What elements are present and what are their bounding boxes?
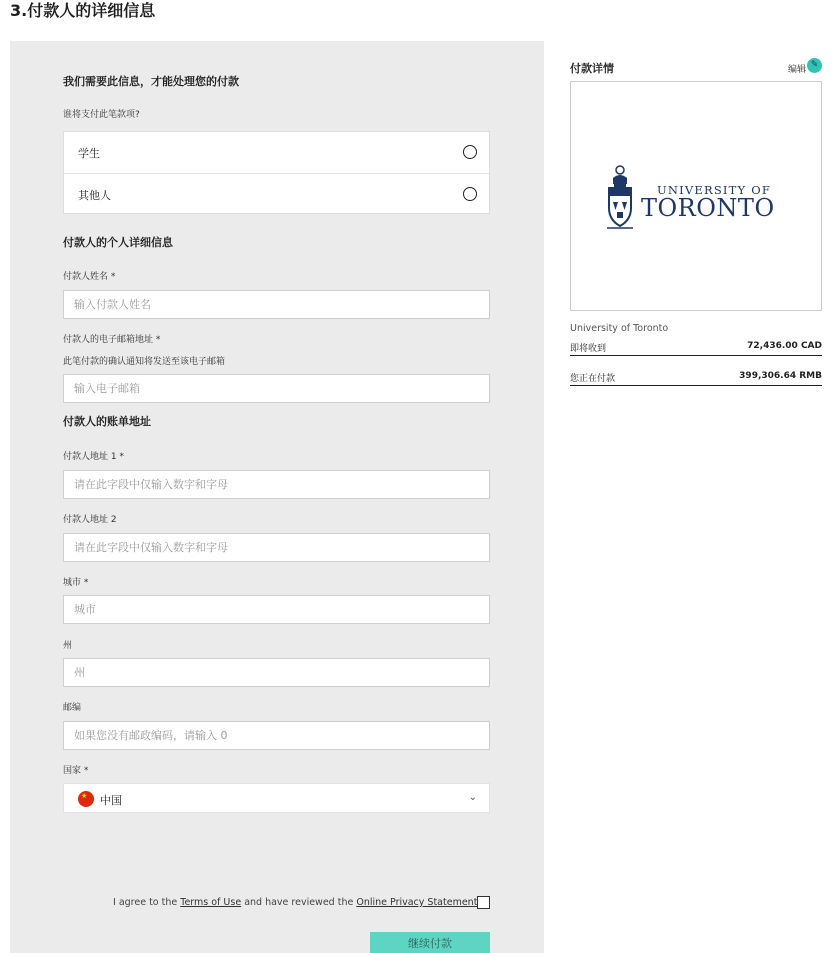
- address2-label: 付款人地址 2: [63, 515, 117, 525]
- paying-amount: 399,306.64 RMB: [739, 371, 822, 381]
- terms-agree-checkbox[interactable]: [477, 896, 490, 909]
- receiving-label: 即将收到: [570, 344, 607, 354]
- payer-email-input[interactable]: [63, 374, 490, 403]
- radio-circle-icon[interactable]: [463, 145, 477, 159]
- university-crest-icon: [605, 164, 635, 234]
- radio-option-label: 其他人: [78, 189, 111, 202]
- paying-label: 您正在付款: [570, 374, 616, 384]
- radio-option-other[interactable]: [64, 173, 489, 214]
- billing-section-title: 付款人的账单地址: [63, 415, 151, 428]
- address1-label: 付款人地址 1 *: [63, 452, 124, 462]
- personal-section-title: 付款人的个人详细信息: [63, 236, 173, 249]
- china-flag-icon: ★: [78, 791, 94, 807]
- receiving-amount: 72,436.00 CAD: [747, 341, 822, 351]
- state-label: 州: [63, 641, 73, 651]
- chevron-down-icon: ⌄: [468, 792, 477, 803]
- logo-text-line2: TORONTO: [641, 194, 775, 222]
- terms-of-use-link[interactable]: Terms of Use: [180, 897, 242, 908]
- country-label: 国家 *: [63, 766, 89, 776]
- address1-input[interactable]: [63, 470, 490, 499]
- radio-option-student[interactable]: [64, 132, 489, 173]
- agree-prefix: I agree to the: [113, 897, 181, 908]
- postcode-input[interactable]: [63, 721, 490, 750]
- payee-name: University of Toronto: [570, 323, 669, 334]
- payer-name-input[interactable]: [63, 290, 490, 319]
- privacy-statement-link[interactable]: Online Privacy Statement: [356, 897, 478, 908]
- payer-form-panel: [10, 41, 544, 953]
- continue-payment-button[interactable]: 继续付款: [370, 932, 490, 953]
- logo-text-line1: UNIVERSITY OF: [657, 183, 772, 197]
- city-input[interactable]: [63, 595, 490, 624]
- name-label: 付款人姓名 *: [63, 272, 116, 282]
- postcode-label: 邮编: [63, 703, 82, 713]
- payer-radio-group: [63, 131, 490, 214]
- radio-circle-icon[interactable]: [463, 187, 477, 201]
- country-select-value: 中国: [100, 794, 122, 807]
- state-input[interactable]: [63, 658, 490, 687]
- city-label: 城市 *: [63, 578, 89, 588]
- paying-row: [570, 370, 822, 386]
- country-select[interactable]: [63, 783, 490, 813]
- form-intro-title: 我们需要此信息，才能处理您的付款: [63, 75, 239, 88]
- email-note: 此笔付款的确认通知将发送至该电子邮箱: [63, 357, 226, 367]
- page-title: 3.付款人的详细信息: [10, 1, 156, 20]
- edit-link[interactable]: 编辑: [787, 65, 806, 75]
- who-pays-label: 谁将支付此笔款项?: [63, 110, 140, 120]
- radio-option-label: 学生: [78, 147, 100, 160]
- terms-agreement-text: [113, 897, 477, 908]
- pencil-icon[interactable]: ✎: [807, 58, 822, 73]
- university-logo-card: [570, 81, 822, 311]
- email-label: 付款人的电子邮箱地址 *: [63, 335, 161, 345]
- payment-details-title: 付款详情: [570, 62, 614, 75]
- address2-input[interactable]: [63, 533, 490, 562]
- agree-middle: and have reviewed the: [241, 897, 357, 908]
- receiving-row: [570, 340, 822, 356]
